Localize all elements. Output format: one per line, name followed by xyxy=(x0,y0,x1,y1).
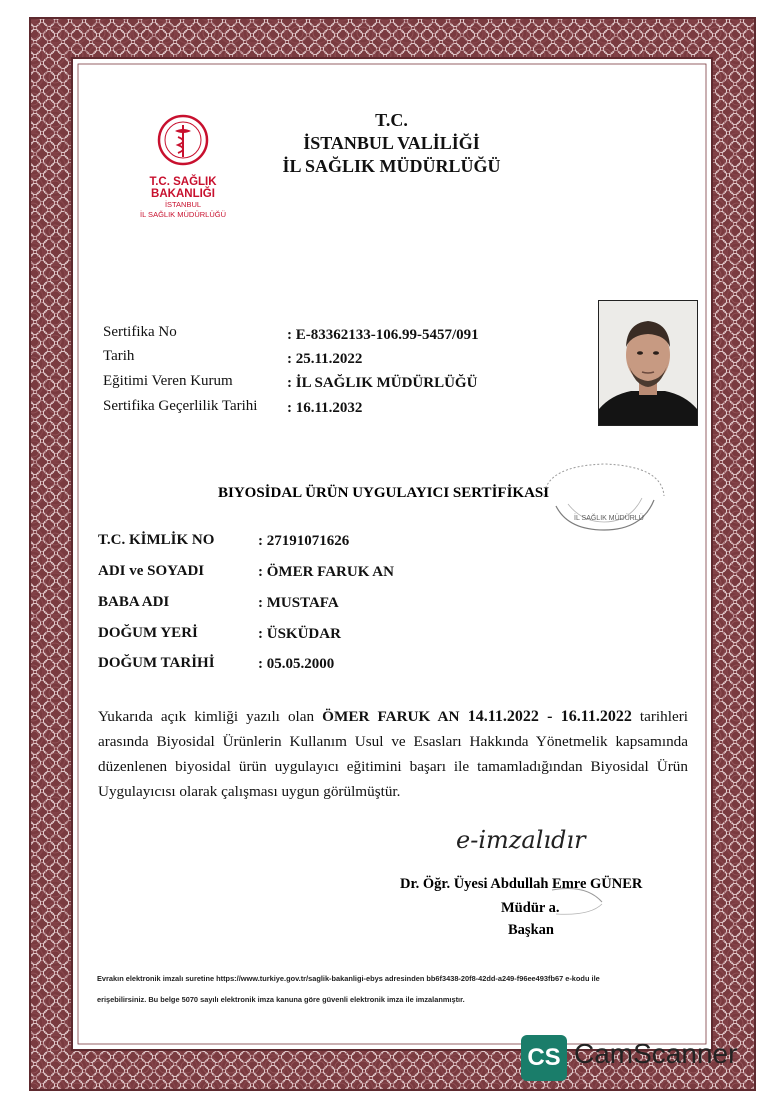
statement-intro: Yukarıda açık kimliği yazılı olan xyxy=(98,708,323,725)
footer-line-1: Evrakın elektronik imzalı suretine https://www.turkiye.gov.tr/saglik-bakanligi-ebys adresinden bb6f3438-20f8-42dd-a249-f96ee493fb67 e-kodu ile xyxy=(97,974,600,983)
father-name-label: BABA ADI xyxy=(98,594,170,610)
signer-role-2: Başkan xyxy=(508,922,554,938)
date-label: Tarih xyxy=(103,348,135,364)
footer-line-2: erişebilirsiniz. Bu belge 5070 sayılı elektronik imza kanuna göre güvenli elektronik imza ile imzalanmıştır. xyxy=(97,995,465,1004)
certification-statement xyxy=(98,704,688,804)
birthdate-label: DOĞUM TARİHİ xyxy=(98,655,215,671)
signature-stamp-icon xyxy=(546,880,606,920)
e-signature-mark: e-imzalıdır xyxy=(456,826,586,854)
validity-value: : 16.11.2032 xyxy=(287,400,363,416)
cert-no-label: Sertifika No xyxy=(103,324,177,340)
statement-dates: 14.11.2022 - 16.11.2022 xyxy=(459,708,632,725)
birthplace-value: : ÜSKÜDAR xyxy=(258,626,341,642)
portrait-photo xyxy=(598,300,698,426)
person-photo-icon xyxy=(599,301,697,425)
logo-title: T.C. SAĞLIK BAKANLIĞI xyxy=(149,176,217,200)
header-line-valilik: İSTANBUL VALİLİĞİ xyxy=(303,133,480,153)
header-line-tc: T.C. xyxy=(375,110,408,130)
header-line-mudurluk: İL SAĞLIK MÜDÜRLÜĞÜ xyxy=(282,156,501,176)
caduceus-emblem-icon xyxy=(156,113,210,167)
statement-name: ÖMER FARUK AN xyxy=(322,708,460,725)
ministry-logo xyxy=(118,113,248,220)
tc-id-label: T.C. KİMLİK NO xyxy=(98,532,215,548)
full-name-label: ADI ve SOYADI xyxy=(98,563,205,579)
statement-body: tarihleri arasında Biyosidal Ürünlerin Kullanım Usul ve Esasları Hakkında Yönetmelik kapsamında düzenlenen biyosidal ürün uygulayıcı eğitimini başarı ile tamamladığından Biyosidal Ürün Uygulayıcısı olarak çalışması uygun görülmüştür. xyxy=(98,708,688,800)
birthdate-value: : 05.05.2000 xyxy=(258,656,335,672)
signer-role-1: Müdür a. xyxy=(501,900,560,916)
validity-label: Sertifika Geçerlilik Tarihi xyxy=(103,398,258,414)
camscanner-watermark: CamScanner xyxy=(574,1038,738,1069)
date-value: : 25.11.2022 xyxy=(287,351,363,367)
institution-label: Eğitimi Veren Kurum xyxy=(103,373,233,389)
cert-no-value: : E-83362133-106.99-5457/091 xyxy=(287,327,479,343)
camscanner-badge-icon: CS xyxy=(521,1035,567,1081)
certificate-title: BIYOSİDAL ÜRÜN UYGULAYICI SERTİFİKASI xyxy=(218,485,550,501)
signer-name: Dr. Öğr. Üyesi Abdullah Emre GÜNER xyxy=(400,876,643,892)
father-name-value: : MUSTAFA xyxy=(258,595,339,611)
stamp-text: İL SAĞLIK MÜDÜRLÜ xyxy=(574,515,644,522)
birthplace-label: DOĞUM YERİ xyxy=(98,625,198,641)
logo-sub-mudurluk: İL SAĞLIK MÜDÜRLÜĞÜ xyxy=(140,210,226,219)
institution-value: : İL SAĞLIK MÜDÜRLÜĞÜ xyxy=(287,375,478,391)
tc-id-value: : 27191071626 xyxy=(258,533,350,549)
official-stamp-icon xyxy=(538,460,670,534)
full-name-value: : ÖMER FARUK AN xyxy=(258,564,394,580)
logo-sub-istanbul: İSTANBUL xyxy=(164,200,202,209)
